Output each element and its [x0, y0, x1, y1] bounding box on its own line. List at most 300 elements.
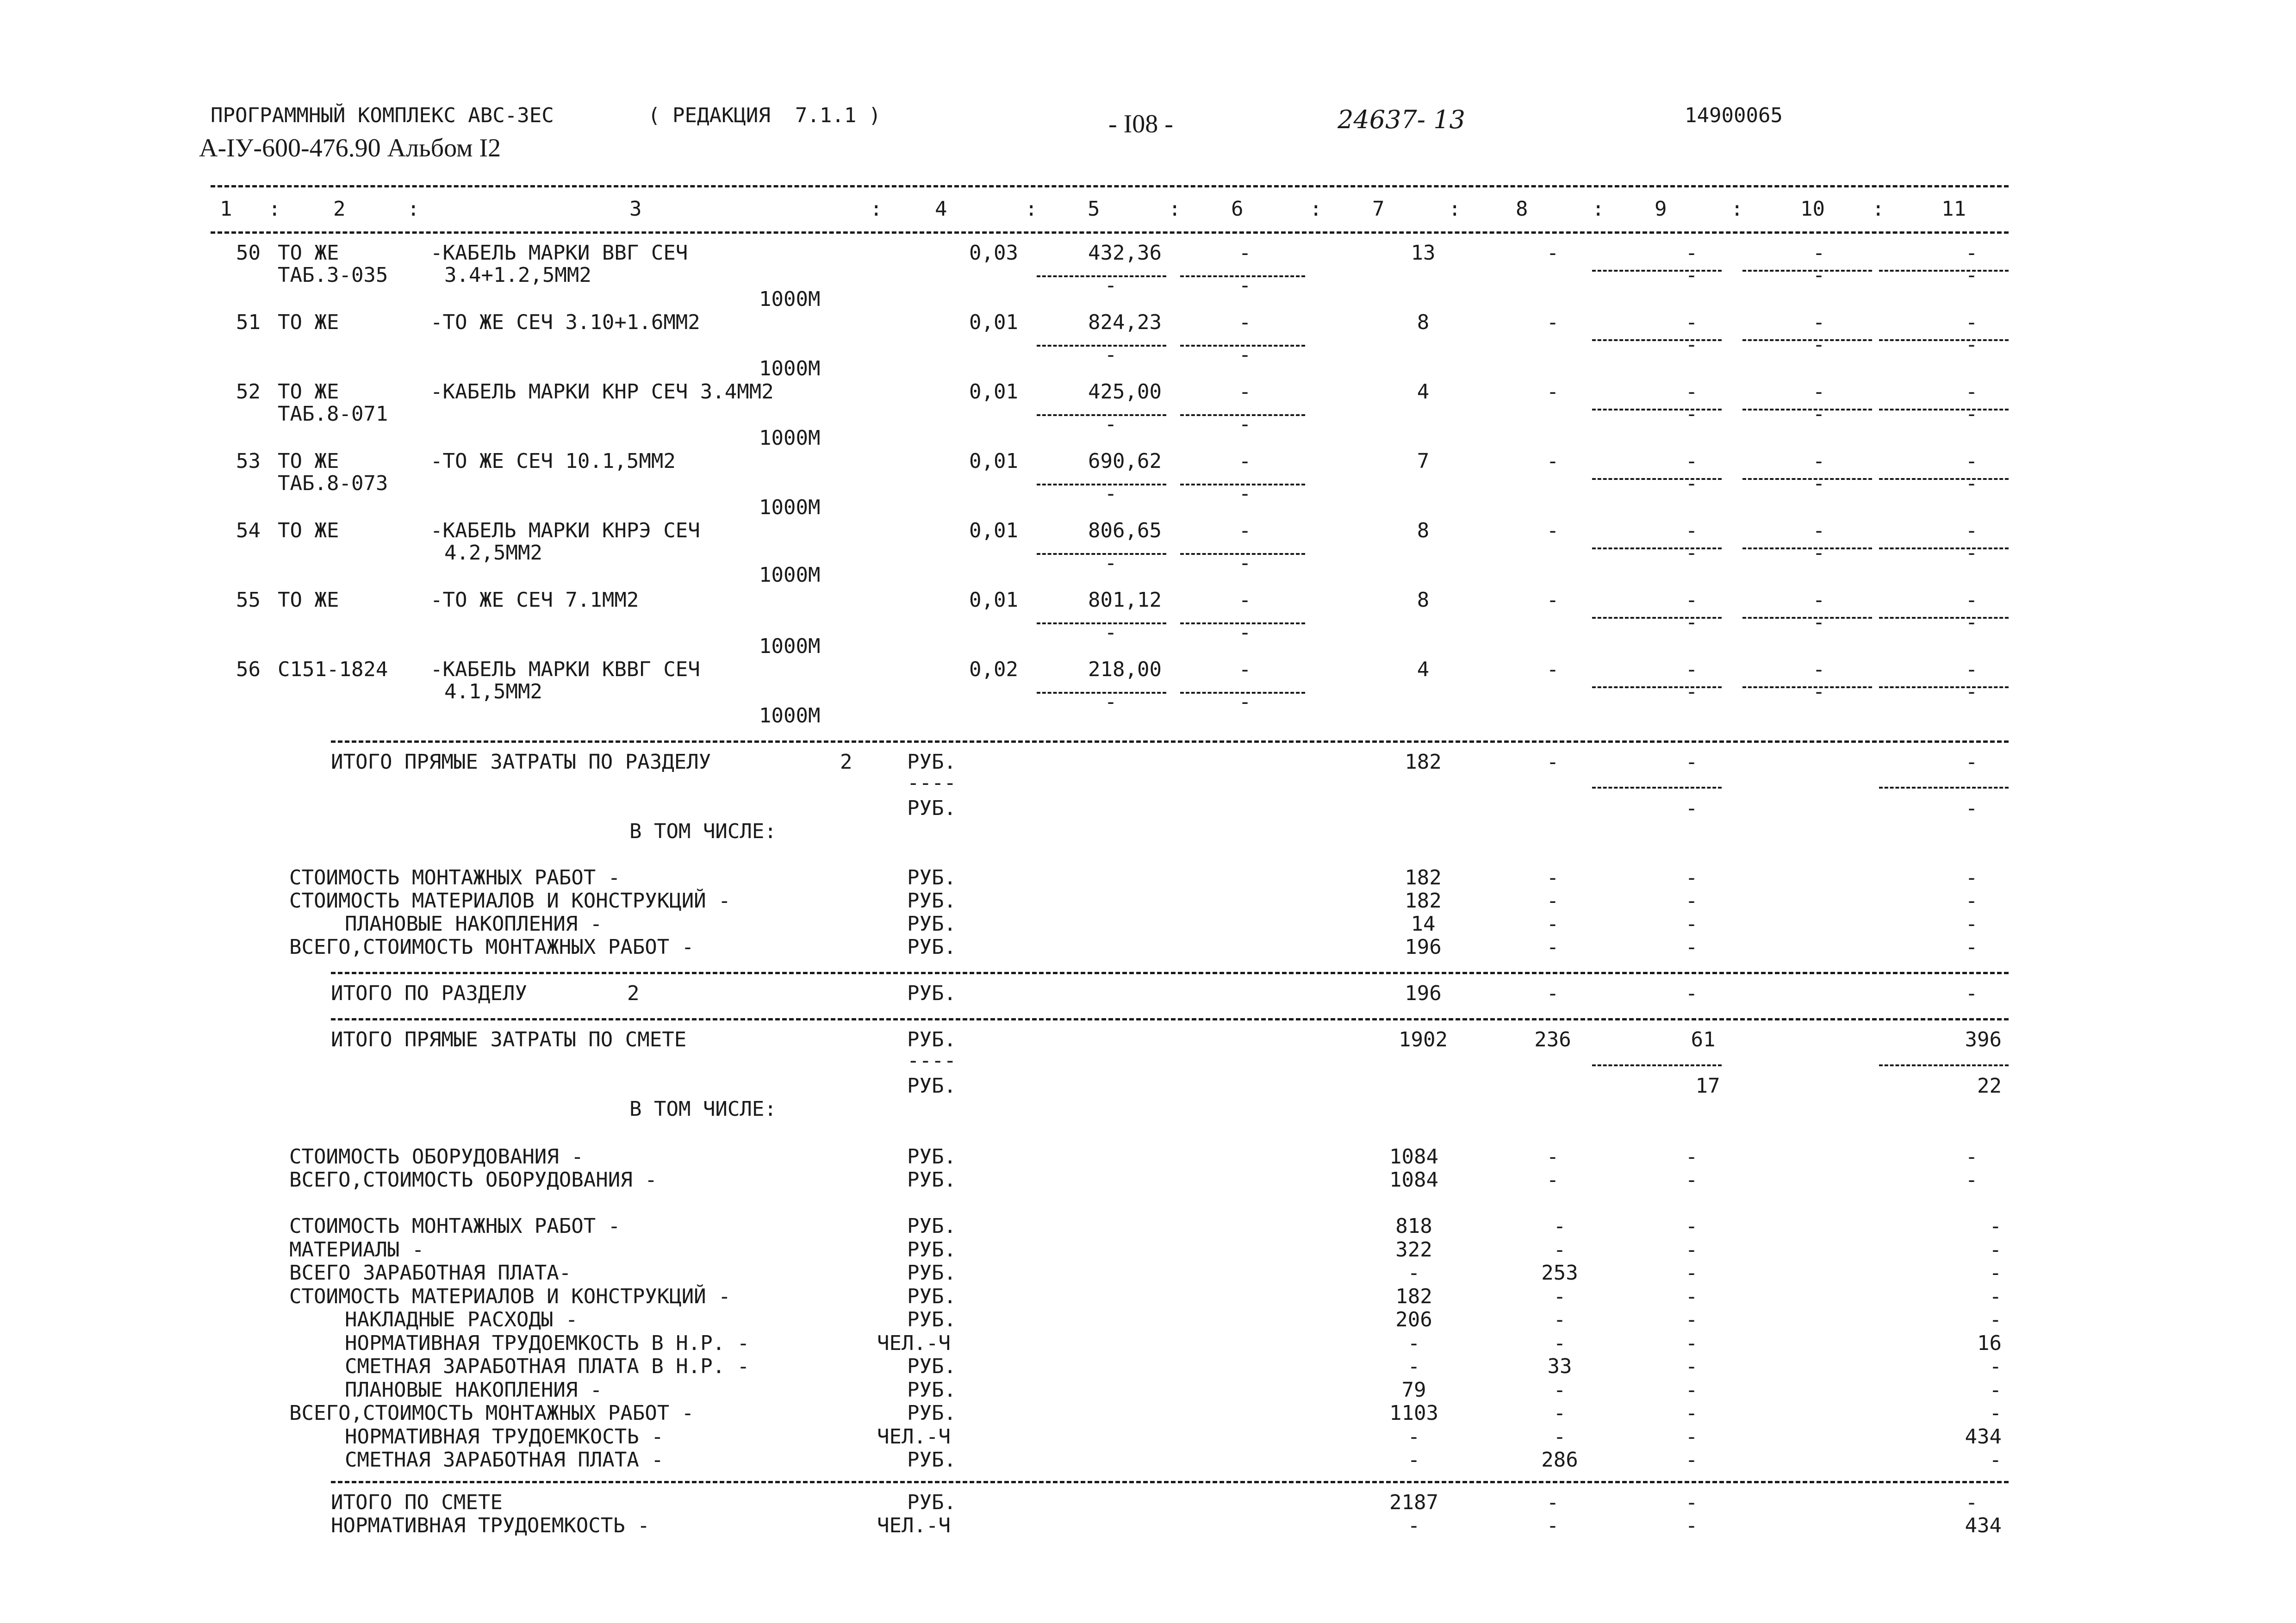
estimate-direct-col9: 61 — [1691, 1028, 1716, 1051]
estimate-line-col11: 16 — [1977, 1331, 2002, 1355]
estimate-direct-col11b: 22 — [1977, 1074, 2002, 1098]
estimate-subrule-col9 — [1592, 1064, 1722, 1066]
row-number: 50 — [236, 241, 261, 265]
column-separator: : — [1592, 197, 1605, 221]
column-header-9: 9 — [1655, 197, 1667, 221]
row-reference: ТО ЖЕ — [278, 588, 339, 612]
section-direct-col8: - — [1546, 750, 1559, 774]
row-sub-col10: - — [1812, 610, 1825, 634]
row-sub-col9: - — [1685, 680, 1698, 703]
estimate-equipment-col7: 1084 — [1389, 1145, 1438, 1169]
estimate-line-label: СТОИМОСТЬ МАТЕРИАЛОВ И КОНСТРУКЦИЙ - — [289, 1284, 731, 1308]
section-direct-col11b: - — [1965, 796, 1978, 820]
row-reference: ТО ЖЕ — [278, 519, 339, 542]
row-number: 51 — [236, 311, 261, 334]
estimate-line-col11: 434 — [1965, 1424, 2002, 1449]
section-line-col7: 182 — [1405, 889, 1442, 913]
section-total-col9: - — [1685, 982, 1698, 1005]
estimate-total-col11: - — [1965, 1491, 1978, 1514]
section-total-label: ИТОГО ПО РАЗДЕЛУ — [331, 982, 527, 1005]
row-sub-col11: - — [1965, 402, 1978, 426]
row-quantity: 0,01 — [969, 588, 1018, 612]
estimate-line-col9: - — [1685, 1331, 1698, 1355]
estimate-line-col11: - — [1989, 1214, 2002, 1238]
estimate-line-unit: РУБ. — [907, 1214, 956, 1238]
estimate-labor-unit: ЧЕЛ.-Ч — [877, 1514, 951, 1537]
row-col9: - — [1685, 311, 1698, 334]
column-header-7: 7 — [1372, 197, 1385, 221]
row-sub-col5: - — [1104, 690, 1117, 714]
row-col6: - — [1238, 658, 1251, 681]
row-sub-col6: - — [1238, 412, 1251, 436]
section-total-number: 2 — [627, 982, 640, 1005]
estimate-line-unit: РУБ. — [907, 1355, 956, 1378]
estimate-line-col9: - — [1685, 1448, 1698, 1472]
estimate-line-col11: - — [1989, 1308, 2002, 1331]
album-title: А-IУ-600-476.90 Альбом I2 — [199, 134, 501, 162]
estimate-line-col8: - — [1553, 1331, 1566, 1355]
estimate-total-col7: 2187 — [1389, 1491, 1438, 1514]
estimate-labor-col9: - — [1685, 1514, 1698, 1537]
estimate-direct-unit2: РУБ. — [907, 1074, 956, 1098]
section-line-unit: РУБ. — [907, 889, 956, 913]
estimate-line-col9: - — [1685, 1424, 1698, 1449]
estimate-line-col7: - — [1407, 1448, 1420, 1472]
row-col10: - — [1812, 519, 1825, 542]
column-header-11: 11 — [1941, 197, 1966, 221]
estimate-line-label: НАКЛАДНЫЕ РАСХОДЫ - — [345, 1308, 578, 1331]
row-col7: 7 — [1417, 449, 1430, 473]
row-unit: 1000М — [759, 496, 821, 519]
section-line-unit: РУБ. — [907, 912, 956, 936]
row-sub-col5: - — [1104, 551, 1117, 575]
estimate-line-col11: - — [1989, 1261, 2002, 1285]
estimate-line-col11: - — [1989, 1401, 2002, 1425]
estimate-line-unit: РУБ. — [907, 1378, 956, 1402]
row-col10: - — [1812, 449, 1825, 473]
row-sub-col5: - — [1104, 621, 1117, 644]
estimate-direct-col8: 236 — [1534, 1028, 1571, 1051]
row-col9: - — [1685, 658, 1698, 681]
row-quantity: 0,03 — [969, 241, 1018, 265]
row-sub-col10: - — [1812, 541, 1825, 565]
estimate-line-unit: РУБ. — [907, 1284, 956, 1308]
row-sub-col10: - — [1812, 472, 1825, 495]
row-number: 54 — [236, 519, 261, 542]
column-header-3: 3 — [629, 197, 642, 221]
row-col10: - — [1812, 588, 1825, 612]
row-sub-col5: - — [1104, 343, 1117, 367]
row-sub-col9: - — [1685, 472, 1698, 495]
estimate-total-col9: - — [1685, 1491, 1698, 1514]
row-quantity: 0,01 — [969, 519, 1018, 542]
row-col11: - — [1965, 380, 1978, 404]
row-unit: 1000М — [759, 357, 821, 380]
row-unit-price: 218,00 — [1088, 658, 1162, 681]
row-col9: - — [1685, 380, 1698, 404]
row-reference: С151-1824 — [278, 658, 388, 681]
estimate-line-col7: 818 — [1395, 1214, 1432, 1238]
section-line-col11: - — [1965, 866, 1978, 889]
row-col8: - — [1546, 519, 1559, 542]
row-sub-col9: - — [1685, 541, 1698, 565]
row-col8: - — [1546, 311, 1559, 334]
row-col6: - — [1238, 241, 1251, 265]
section-number: 2 — [840, 750, 852, 774]
estimate-line-col8: - — [1553, 1401, 1566, 1425]
row-reference: ТО ЖЕ — [278, 241, 339, 265]
estimate-line-label: СТОИМОСТЬ МОНТАЖНЫХ РАБОТ - — [289, 1214, 621, 1238]
estimate-equipment-label: ВСЕГО,СТОИМОСТЬ ОБОРУДОВАНИЯ - — [289, 1168, 657, 1192]
section-line-col8: - — [1546, 889, 1559, 913]
estimate-line-col8: - — [1553, 1424, 1566, 1449]
row-description: -КАБЕЛЬ МАРКИ КНР СЕЧ 3.4ММ2 — [430, 380, 774, 404]
section-line-col7: 182 — [1405, 866, 1442, 889]
row-col10: - — [1812, 311, 1825, 334]
row-reference: ТО ЖЕ — [278, 449, 339, 473]
row-col6: - — [1238, 588, 1251, 612]
section-total-unit: РУБ. — [907, 982, 956, 1005]
section-line-col8: - — [1546, 912, 1559, 936]
estimate-direct-col9b: 17 — [1695, 1074, 1720, 1098]
column-separator: : — [1025, 197, 1038, 221]
section-total-col8: - — [1546, 982, 1559, 1005]
row-unit-price: 806,65 — [1088, 519, 1162, 542]
section-total-col11: - — [1965, 982, 1978, 1005]
row-col11: - — [1965, 519, 1978, 542]
column-header-2: 2 — [333, 197, 346, 221]
section-line-col11: - — [1965, 889, 1978, 913]
column-separator: : — [1169, 197, 1181, 221]
estimate-line-unit: ЧЕЛ.-Ч — [877, 1331, 951, 1355]
row-col7: 8 — [1417, 311, 1430, 334]
row-sub-col11: - — [1965, 680, 1978, 703]
row-unit-price: 801,12 — [1088, 588, 1162, 612]
edition-label: ( РЕДАКЦИЯ 7.1.1 ) — [648, 104, 881, 127]
estimate-line-col7: - — [1407, 1261, 1420, 1285]
estimate-line-unit: РУБ. — [907, 1448, 956, 1472]
row-col9: - — [1685, 449, 1698, 473]
row-unit-price: 690,62 — [1088, 449, 1162, 473]
row-col6: - — [1238, 380, 1251, 404]
row-unit: 1000М — [759, 287, 821, 311]
row-number: 53 — [236, 449, 261, 473]
section-total-rule-top — [331, 972, 2009, 974]
row-sub-col11: - — [1965, 472, 1978, 495]
row-col7: 8 — [1417, 588, 1430, 612]
section-subrule-col9 — [1592, 787, 1722, 789]
row-col8: - — [1546, 658, 1559, 681]
row-sub-col11: - — [1965, 263, 1978, 287]
row-description: -ТО ЖЕ СЕЧ 10.1,5ММ2 — [430, 449, 676, 473]
row-col8: - — [1546, 241, 1559, 265]
row-unit-price: 425,00 — [1088, 380, 1162, 404]
estimate-direct-col7: 1902 — [1399, 1028, 1448, 1051]
column-separator: : — [268, 197, 281, 221]
row-unit: 1000М — [759, 704, 821, 728]
row-sub-col10: - — [1812, 263, 1825, 287]
section-rule — [331, 740, 2009, 743]
estimate-line-col9: - — [1685, 1237, 1698, 1262]
section-direct-col9b: - — [1685, 796, 1698, 820]
row-description-cont: 4.1,5ММ2 — [444, 680, 542, 703]
estimate-equipment-col7: 1084 — [1389, 1168, 1438, 1192]
column-header-5: 5 — [1088, 197, 1100, 221]
column-separator: : — [1310, 197, 1322, 221]
row-unit-price: 824,23 — [1088, 311, 1162, 334]
estimate-labor-col7: - — [1407, 1514, 1420, 1537]
row-number: 55 — [236, 588, 261, 612]
estimate-line-col9: - — [1685, 1401, 1698, 1425]
row-col11: - — [1965, 588, 1978, 612]
document-code: 14900065 — [1685, 104, 1783, 127]
section-line-col9: - — [1685, 866, 1698, 889]
estimate-direct-unit: РУБ. — [907, 1028, 956, 1051]
row-col9: - — [1685, 241, 1698, 265]
row-unit: 1000М — [759, 634, 821, 658]
section-direct-unit: РУБ. — [907, 750, 956, 774]
row-number: 56 — [236, 658, 261, 681]
row-quantity: 0,01 — [969, 380, 1018, 404]
row-sub-col9: - — [1685, 263, 1698, 287]
estimate-line-unit: ЧЕЛ.-Ч — [877, 1424, 951, 1449]
estimate-equipment-label: СТОИМОСТЬ ОБОРУДОВАНИЯ - — [289, 1145, 584, 1169]
row-col11: - — [1965, 449, 1978, 473]
row-sub-col6: - — [1238, 274, 1251, 297]
row-sub-col11: - — [1965, 610, 1978, 634]
section-line-col9: - — [1685, 935, 1698, 959]
section-total-rule-bottom — [331, 1018, 2009, 1020]
estimate-line-label: СМЕТНАЯ ЗАРАБОТНАЯ ПЛАТА - — [345, 1448, 664, 1472]
column-header-6: 6 — [1231, 197, 1244, 221]
estimate-line-label: ВСЕГО,СТОИМОСТЬ МОНТАЖНЫХ РАБОТ - — [289, 1401, 694, 1425]
section-direct-label: ИТОГО ПРЯМЫЕ ЗАТРАТЫ ПО РАЗДЕЛУ — [331, 750, 711, 774]
estimate-equipment-col8: - — [1546, 1168, 1559, 1192]
estimate-line-label: СМЕТНАЯ ЗАРАБОТНАЯ ПЛАТА В Н.Р. - — [345, 1355, 750, 1378]
estimate-equipment-col8: - — [1546, 1145, 1559, 1169]
estimate-line-col7: - — [1407, 1331, 1420, 1355]
estimate-line-col7: 206 — [1395, 1308, 1432, 1331]
estimate-line-col8: 286 — [1541, 1448, 1578, 1472]
row-col6: - — [1238, 519, 1251, 542]
estimate-line-col8: - — [1553, 1378, 1566, 1402]
row-description: -КАБЕЛЬ МАРКИ КНРЭ СЕЧ — [430, 519, 700, 542]
estimate-line-col11: - — [1989, 1355, 2002, 1378]
row-sub-col9: - — [1685, 333, 1698, 356]
estimate-line-col8: - — [1553, 1214, 1566, 1238]
section-line-col8: - — [1546, 935, 1559, 959]
header-rule-bottom — [211, 231, 2009, 234]
row-description: -КАБЕЛЬ МАРКИ КВВГ СЕЧ — [430, 658, 700, 681]
row-reference: ТО ЖЕ — [278, 380, 339, 404]
estimate-labor-col11: 434 — [1965, 1514, 2002, 1537]
row-description: -ТО ЖЕ СЕЧ 3.10+1.6ММ2 — [430, 311, 700, 334]
row-sub-col5: - — [1104, 482, 1117, 505]
section-line-unit: РУБ. — [907, 935, 956, 959]
section-direct-col7: 182 — [1405, 750, 1442, 774]
row-sub-col5: - — [1104, 412, 1117, 436]
row-col9: - — [1685, 588, 1698, 612]
estimate-equipment-col9: - — [1685, 1145, 1698, 1169]
row-unit: 1000М — [759, 563, 821, 587]
row-sub-col11: - — [1965, 333, 1978, 356]
page-number: - I08 - — [1108, 110, 1173, 138]
estimate-direct-label: ИТОГО ПРЯМЫЕ ЗАТРАТЫ ПО СМЕТЕ — [331, 1028, 687, 1051]
estimate-equipment-unit: РУБ. — [907, 1145, 956, 1169]
section-line-label: ВСЕГО,СТОИМОСТЬ МОНТАЖНЫХ РАБОТ - — [289, 935, 694, 959]
row-sub-col10: - — [1812, 402, 1825, 426]
estimate-equipment-col9: - — [1685, 1168, 1698, 1192]
estimate-line-col7: 1103 — [1389, 1401, 1438, 1425]
section-line-col7: 196 — [1405, 935, 1442, 959]
row-col7: 4 — [1417, 380, 1430, 404]
section-line-label: СТОИМОСТЬ МОНТАЖНЫХ РАБОТ - — [289, 866, 621, 889]
estimate-line-col8: 253 — [1541, 1261, 1578, 1285]
program-title: ПРОГРАММНЫЙ КОМПЛЕКС АВС-ЗЕС — [211, 104, 554, 127]
row-col10: - — [1812, 380, 1825, 404]
estimate-line-unit: РУБ. — [907, 1261, 956, 1285]
row-description: -КАБЕЛЬ МАРКИ ВВГ СЕЧ — [430, 241, 688, 265]
estimate-line-col11: - — [1989, 1378, 2002, 1402]
row-sub-col6: - — [1238, 551, 1251, 575]
row-description-cont: 4.2,5ММ2 — [444, 541, 542, 565]
section-direct-col9: - — [1685, 750, 1698, 774]
estimate-line-col8: - — [1553, 1237, 1566, 1262]
column-header-8: 8 — [1516, 197, 1528, 221]
row-description: -ТО ЖЕ СЕЧ 7.1ММ2 — [430, 588, 639, 612]
estimate-line-label: НОРМАТИВНАЯ ТРУДОЕМКОСТЬ - — [345, 1424, 664, 1449]
estimate-line-col7: 79 — [1401, 1378, 1426, 1402]
estimate-including: В ТОМ ЧИСЛЕ: — [629, 1097, 777, 1121]
column-header-10: 10 — [1800, 197, 1825, 221]
row-quantity: 0,01 — [969, 311, 1018, 334]
row-sub-col6: - — [1238, 482, 1251, 505]
section-line-col9: - — [1685, 889, 1698, 913]
estimate-total-rule — [331, 1481, 2009, 1483]
row-col8: - — [1546, 449, 1559, 473]
estimate-line-col8: - — [1553, 1284, 1566, 1308]
estimate-line-col9: - — [1685, 1214, 1698, 1238]
estimate-line-col11: - — [1989, 1284, 2002, 1308]
estimate-line-label: МАТЕРИАЛЫ - — [289, 1237, 424, 1262]
estimate-line-unit: РУБ. — [907, 1401, 956, 1425]
section-subrule-col11 — [1879, 787, 2009, 789]
estimate-equipment-col11: - — [1965, 1145, 1978, 1169]
row-sub-col6: - — [1238, 621, 1251, 644]
row-col9: - — [1685, 519, 1698, 542]
row-table-ref: ТАБ.8-071 — [278, 402, 388, 426]
row-reference: ТО ЖЕ — [278, 311, 339, 334]
section-line-col11: - — [1965, 912, 1978, 936]
row-sub-col5: - — [1104, 274, 1117, 297]
row-col8: - — [1546, 588, 1559, 612]
row-col11: - — [1965, 311, 1978, 334]
estimate-line-unit: РУБ. — [907, 1237, 956, 1262]
section-line-col7: 14 — [1411, 912, 1436, 936]
column-separator: : — [1731, 197, 1743, 221]
estimate-line-col11: - — [1989, 1237, 2002, 1262]
row-col6: - — [1238, 311, 1251, 334]
row-table-ref: ТАБ.3-035 — [278, 263, 388, 287]
row-sub-col11: - — [1965, 541, 1978, 565]
row-col11: - — [1965, 658, 1978, 681]
section-total-col7: 196 — [1405, 982, 1442, 1005]
handwritten-number: 24637- 13 — [1338, 105, 1465, 134]
row-quantity: 0,01 — [969, 449, 1018, 473]
estimate-line-col7: 322 — [1395, 1237, 1432, 1262]
section-line-col11: - — [1965, 935, 1978, 959]
estimate-unit-dash: ---- — [907, 1049, 956, 1072]
column-separator: : — [1872, 197, 1885, 221]
row-sub-col9: - — [1685, 610, 1698, 634]
estimate-total-label: ИТОГО ПО СМЕТЕ — [331, 1491, 503, 1514]
column-separator: : — [1449, 197, 1461, 221]
column-separator: : — [407, 197, 420, 221]
row-sub-col10: - — [1812, 680, 1825, 703]
section-line-label: СТОИМОСТЬ МАТЕРИАЛОВ И КОНСТРУКЦИЙ - — [289, 889, 731, 913]
estimate-equipment-col11: - — [1965, 1168, 1978, 1192]
estimate-line-col11: - — [1989, 1448, 2002, 1472]
row-col11: - — [1965, 241, 1978, 265]
estimate-line-col7: - — [1407, 1424, 1420, 1449]
section-line-col9: - — [1685, 912, 1698, 936]
section-including: В ТОМ ЧИСЛЕ: — [629, 820, 777, 843]
section-unit-dash: ---- — [907, 771, 956, 795]
estimate-line-col9: - — [1685, 1261, 1698, 1285]
estimate-line-col7: - — [1407, 1355, 1420, 1378]
column-header-4: 4 — [935, 197, 947, 221]
row-col7: 4 — [1417, 658, 1430, 681]
estimate-line-col9: - — [1685, 1355, 1698, 1378]
row-col7: 8 — [1417, 519, 1430, 542]
row-col10: - — [1812, 241, 1825, 265]
row-unit-price: 432,36 — [1088, 241, 1162, 265]
row-col10: - — [1812, 658, 1825, 681]
row-table-ref: ТАБ.8-073 — [278, 472, 388, 495]
row-col7: 13 — [1411, 241, 1436, 265]
row-sub-col9: - — [1685, 402, 1698, 426]
section-line-col8: - — [1546, 866, 1559, 889]
estimate-line-col9: - — [1685, 1284, 1698, 1308]
row-description-cont: 3.4+1.2,5ММ2 — [444, 263, 591, 287]
estimate-line-label: ПЛАНОВЫЕ НАКОПЛЕНИЯ - — [345, 1378, 603, 1402]
header-rule-top — [211, 185, 2009, 187]
section-line-unit: РУБ. — [907, 866, 956, 889]
estimate-line-col9: - — [1685, 1308, 1698, 1331]
estimate-total-unit: РУБ. — [907, 1491, 956, 1514]
estimate-labor-label: НОРМАТИВНАЯ ТРУДОЕМКОСТЬ - — [331, 1514, 650, 1537]
estimate-line-label: ВСЕГО ЗАРАБОТНАЯ ПЛАТА- — [289, 1261, 572, 1285]
section-direct-unit2: РУБ. — [907, 796, 956, 820]
estimate-line-unit: РУБ. — [907, 1308, 956, 1331]
row-unit: 1000М — [759, 426, 821, 450]
column-separator: : — [870, 197, 883, 221]
row-col8: - — [1546, 380, 1559, 404]
column-header-1: 1 — [220, 197, 232, 221]
row-sub-col10: - — [1812, 333, 1825, 356]
section-direct-col11: - — [1965, 750, 1978, 774]
estimate-line-col7: 182 — [1395, 1284, 1432, 1308]
row-sub-col6: - — [1238, 343, 1251, 367]
estimate-total-col8: - — [1546, 1491, 1559, 1514]
estimate-line-col9: - — [1685, 1378, 1698, 1402]
row-quantity: 0,02 — [969, 658, 1018, 681]
estimate-direct-col11: 396 — [1965, 1028, 2002, 1051]
estimate-labor-col8: - — [1546, 1514, 1559, 1537]
estimate-line-col8: 33 — [1547, 1355, 1572, 1378]
estimate-equipment-unit: РУБ. — [907, 1168, 956, 1192]
row-col6: - — [1238, 449, 1251, 473]
